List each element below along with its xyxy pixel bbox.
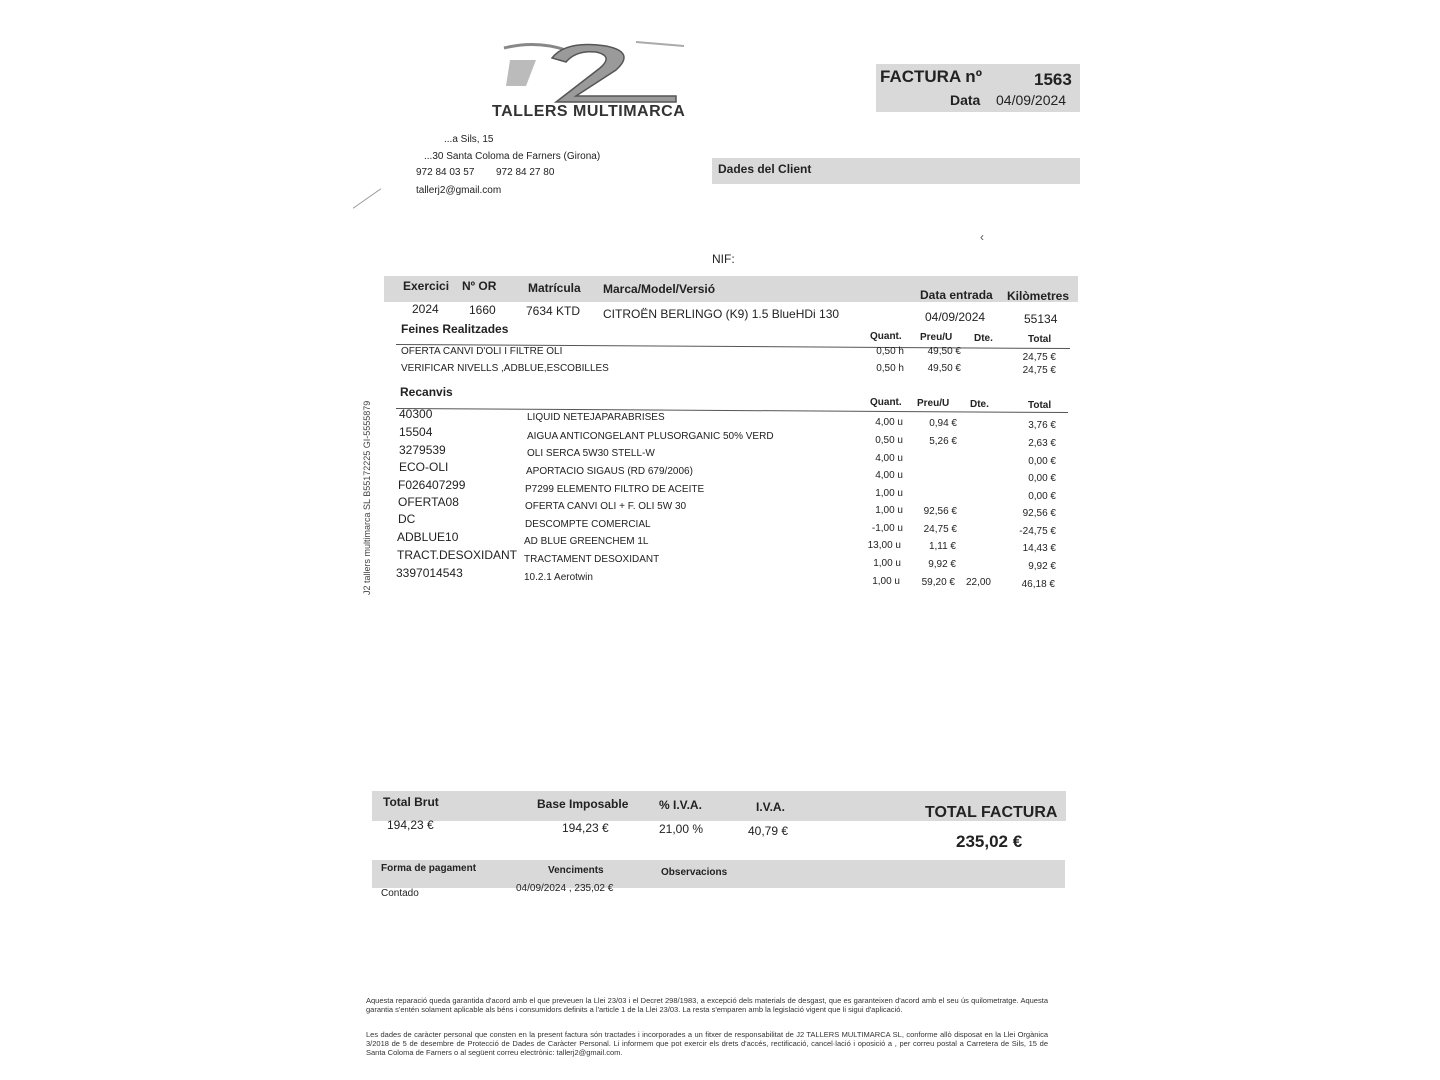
part-desc: OLI SERCA 5W30 STELL-W — [527, 448, 655, 459]
part-code: 3397014543 — [396, 566, 463, 580]
part-total: 0,00 € — [1028, 491, 1056, 502]
labour-preu: 49,50 € — [927, 346, 961, 357]
total-brut-value: 194,23 € — [387, 818, 434, 832]
company-side-registration: J2 tallers multimarca SL B55172225 GI-5555879 — [362, 400, 372, 595]
part-desc: AIGUA ANTICONGELANT PLUSORGANIC 50% VERD — [527, 431, 774, 442]
vehicle-or: 1660 — [469, 303, 496, 317]
part-code: TRACT.DESOXIDANT — [397, 548, 518, 562]
part-total: 0,00 € — [1028, 473, 1056, 484]
vehicle-header-data-entrada: Data entrada — [920, 288, 993, 302]
part-quant: 4,00 u — [875, 453, 903, 464]
part-desc: 10.2.1 Aerotwin — [524, 572, 593, 583]
part-total: 92,56 € — [1022, 508, 1056, 519]
part-desc: TRACTAMENT DESOXIDANT — [524, 554, 660, 565]
part-total: -24,75 € — [1019, 526, 1056, 537]
part-preu: 9,92 € — [928, 559, 956, 570]
vehicle-marca: CITROËN BERLINGO (K9) 1.5 BlueHDi 130 — [603, 307, 840, 321]
legal-privacy-text: Les dades de caràcter personal que consten en la present factura són tractades i incorporades a un fitxer de responsabilitat de J2 TALLERS MULTIMARCA SL, conforme allò disposat en la Llei Orgànica 3/2018 de 5 de desembre de Protecció de Dades de Caràcter Personal. Li informem que pot exercir els drets d'accés, rectificació, cancel·lació i oposició a , per correu postal a Carretera de Sils, 15 de Santa Coloma de Farners o al següent correu electrònic: tallerj2@gmail.com. — [366, 1030, 1048, 1057]
part-desc: OFERTA CANVI OLI + F. OLI 5W 30 — [525, 501, 687, 512]
table-row — [396, 565, 1069, 590]
company-phone-2: 972 84 27 80 — [496, 167, 555, 178]
client-nif-label: NIF: — [712, 252, 735, 266]
company-address-street: ...a Sils, 15 — [444, 134, 494, 145]
part-preu: 24,75 € — [923, 524, 957, 535]
total-factura-label: TOTAL FACTURA — [925, 804, 1058, 821]
labour-total: 24,75 € — [1022, 365, 1056, 376]
part-quant: 4,00 u — [875, 470, 903, 481]
labour-total: 24,75 € — [1022, 352, 1056, 363]
part-quant: 13,00 u — [867, 540, 901, 551]
part-code: F026407299 — [398, 478, 466, 492]
labour-desc: OFERTA CANVI D'OLI I FILTRE OLI — [401, 346, 563, 357]
part-desc: AD BLUE GREENCHEM 1L — [524, 536, 649, 547]
invoice-label: FACTURA nº — [880, 67, 982, 86]
labour-desc: VERIFICAR NIVELLS ,ADBLUE,ESCOBILLES — [401, 363, 609, 374]
parts-header-quant: Quant. — [870, 397, 902, 408]
labour-title: Feines Realitzades — [401, 322, 509, 336]
payment-due-label: Venciments — [548, 865, 604, 876]
invoice-number: 1563 — [1034, 70, 1072, 89]
scan-mark — [353, 188, 381, 208]
table-row — [399, 459, 1069, 484]
part-total: 9,92 € — [1028, 561, 1056, 572]
vehicle-header-km: Kilòmetres — [1007, 289, 1070, 303]
part-quant: 1,00 u — [875, 488, 903, 499]
table-row — [398, 511, 1069, 537]
part-code: 15504 — [399, 425, 433, 439]
part-preu: 1,11 € — [928, 541, 956, 552]
part-code: OFERTA08 — [398, 495, 459, 509]
part-code: DC — [398, 512, 416, 526]
part-code: ADBLUE10 — [397, 530, 459, 544]
part-quant: 1,00 u — [875, 505, 903, 516]
part-desc: DESCOMPTE COMERCIAL — [525, 519, 651, 530]
part-desc: P7299 ELEMENTO FILTRO DE ACEITE — [525, 484, 705, 495]
invoice-date: 04/09/2024 — [996, 92, 1067, 108]
parts-title: Recanvis — [400, 385, 453, 399]
part-code: 3279539 — [399, 443, 446, 457]
iva-pct-value: 21,00 % — [659, 822, 704, 836]
iva-label: I.V.A. — [756, 800, 785, 814]
vehicle-header-or: Nº OR — [462, 279, 497, 293]
parts-header-total: Total — [1028, 400, 1052, 411]
part-quant: 4,00 u — [875, 417, 903, 428]
part-quant: 1,00 u — [873, 558, 901, 569]
labour-quant: 0,50 h — [876, 363, 904, 374]
invoice-date-label: Data — [950, 92, 981, 108]
company-phone-1: 972 84 03 57 — [416, 167, 475, 178]
client-header: Dades del Client — [718, 162, 812, 176]
base-imposable-value: 194,23 € — [562, 821, 609, 835]
part-preu: 0,94 € — [929, 418, 957, 429]
labour-header-dte: Dte. — [974, 333, 993, 344]
part-quant: 1,00 u — [872, 576, 900, 587]
labour-preu: 49,50 € — [927, 363, 961, 374]
company-email: tallerj2@gmail.com — [416, 185, 502, 196]
table-row — [399, 424, 1069, 449]
part-total: 14,43 € — [1022, 543, 1056, 554]
labour-row — [401, 360, 1069, 377]
part-code: ECO-OLI — [399, 460, 449, 474]
iva-pct-label: % I.V.A. — [659, 798, 702, 812]
part-total: 0,00 € — [1028, 456, 1056, 467]
part-dte: 22,00 — [965, 577, 991, 588]
part-quant: 0,50 u — [875, 435, 903, 446]
vehicle-km: 55134 — [1024, 312, 1058, 326]
vehicle-header-marca: Marca/Model/Versió — [603, 282, 716, 296]
payment-notes-label: Observacions — [661, 867, 728, 878]
vehicle-data-entrada: 04/09/2024 — [925, 310, 986, 324]
vehicle-matricula: 7634 KTD — [526, 304, 581, 318]
part-preu: 92,56 € — [923, 506, 957, 517]
vehicle-header-matricula: Matrícula — [528, 281, 581, 295]
table-row — [397, 547, 1069, 572]
vehicle-exercici: 2024 — [412, 302, 439, 316]
company-address-city: ...30 Santa Coloma de Farners (Girona) — [424, 151, 601, 162]
legal-warranty-text: Aquesta reparació queda garantida d'acord amb el que preveuen la Llei 23/03 i el Decret 298/1983, a excepció dels materials de desgast, que es garanteixen d'acord amb el seu ús quilometratge. Aquesta garantia s'entén solament aplicable als béns i consumidors definits a l'article 1 de la Llei 23/03. La resta s'emparen amb la legislació vigent que li sigui d'aplicació. — [366, 996, 1048, 1014]
labour-quant: 0,50 h — [876, 346, 904, 357]
company-logo-icon — [496, 38, 686, 108]
labour-header-total: Total — [1028, 334, 1052, 345]
parts-header-preu: Preu/U — [917, 398, 950, 409]
part-desc: APORTACIO SIGAUS (RD 679/2006) — [526, 466, 693, 477]
total-factura-value: 235,02 € — [956, 832, 1023, 851]
labour-header-preu: Preu/U — [920, 332, 953, 343]
labour-header-quant: Quant. — [870, 331, 902, 342]
logo-text: TALLERS MULTIMARCA — [492, 103, 686, 120]
part-total: 2,63 € — [1028, 438, 1056, 449]
table-row — [397, 529, 1069, 554]
part-quant: -1,00 u — [871, 523, 903, 534]
client-mark: ‹ — [980, 230, 984, 244]
vehicle-header-exercici: Exercici — [403, 279, 450, 293]
payment-due-value: 04/09/2024 , 235,02 € — [516, 883, 614, 894]
part-desc: LIQUID NETEJAPARABRISES — [527, 412, 665, 423]
part-code: 40300 — [399, 407, 433, 421]
part-preu: 59,20 € — [921, 577, 955, 588]
payment-method-value: Contado — [381, 888, 419, 899]
part-preu: 5,26 € — [929, 436, 957, 447]
base-imposable-label: Base Imposable — [537, 797, 629, 811]
payment-method-label: Forma de pagament — [381, 863, 477, 874]
part-total: 46,18 € — [1021, 579, 1055, 590]
part-total: 3,76 € — [1028, 420, 1056, 431]
table-row — [399, 406, 1069, 431]
parts-header-dte: Dte. — [970, 399, 989, 410]
iva-value: 40,79 € — [748, 824, 789, 838]
total-brut-label: Total Brut — [383, 795, 439, 809]
labour-row — [401, 343, 1069, 363]
